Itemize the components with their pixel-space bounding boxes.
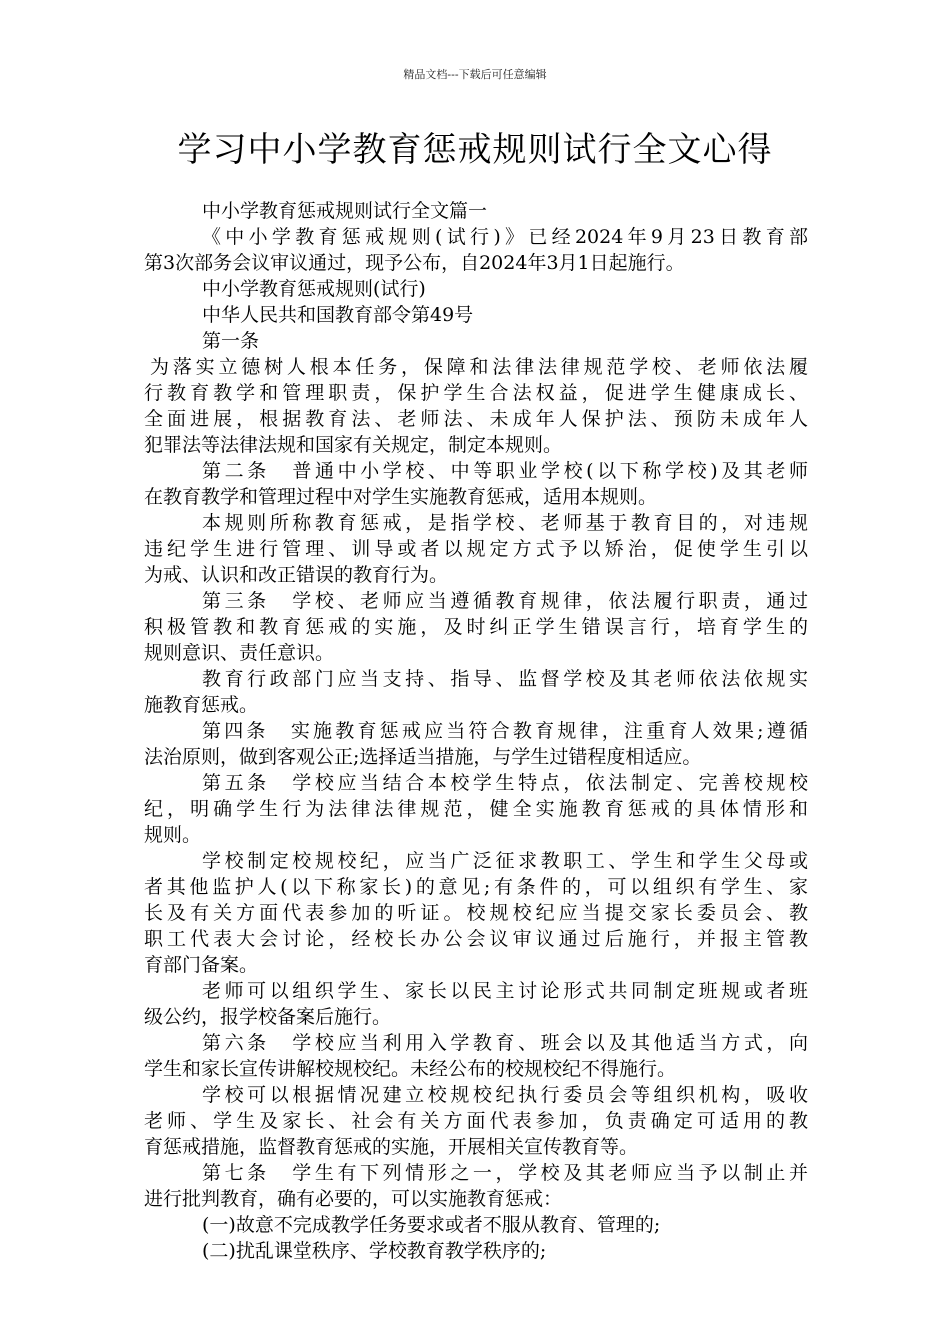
text-line: 本规则所称教育惩戒，是指学校、老师基于教育目的，对违规 bbox=[202, 512, 808, 534]
text-line: 第五条 学校应当结合本校学生特点，依法制定、完善校规校 bbox=[202, 772, 808, 794]
text-line: 在教育教学和管理过程中对学生实施教育惩戒，适用本规则。 bbox=[144, 486, 658, 508]
text-line: 积极管教和教育惩戒的实施，及时纠正学生错误言行，培育学生的 bbox=[144, 616, 808, 638]
text-line: 规则。 bbox=[144, 824, 202, 846]
text-line: 老师、学生及家长、社会有关方面代表参加，负责确定可适用的教 bbox=[144, 1110, 808, 1132]
text-line: 中华人民共和国教育部令第49号 bbox=[202, 304, 474, 326]
text-line: 长及有关方面代表参加的听证。校规校纪应当提交家长委员会、教 bbox=[144, 902, 808, 924]
text-line: 中小学教育惩戒规则试行全文篇一 bbox=[202, 200, 488, 222]
text-line: 第一条 bbox=[202, 330, 260, 352]
text-line: 中小学教育惩戒规则(试行) bbox=[202, 278, 426, 300]
text-line: 为落实立德树人根本任务，保障和法律法律规范学校、老师依法履 bbox=[150, 356, 808, 378]
text-line: (二)扰乱课堂秩序、学校教育教学秩序的; bbox=[202, 1240, 547, 1262]
text-line: 育部门备案。 bbox=[144, 954, 259, 976]
text-line: 学校可以根据情况建立校规校纪执行委员会等组织机构，吸收 bbox=[202, 1084, 808, 1106]
text-line: 学生和家长宣传讲解校规校纪。未经公布的校规校纪不得施行。 bbox=[144, 1058, 677, 1080]
text-line: 第四条 实施教育惩戒应当符合教育规律，注重育人效果;遵循 bbox=[202, 720, 808, 742]
text-line: 职工代表大会讨论，经校长办公会议审议通过后施行，并报主管教 bbox=[144, 928, 808, 950]
text-line: 施教育惩戒。 bbox=[144, 694, 259, 716]
text-line: 规则意识、责任意识。 bbox=[144, 642, 335, 664]
text-line: 进行批判教育，确有必要的，可以实施教育惩戒： bbox=[144, 1188, 563, 1210]
text-line: (一)故意不完成教学任务要求或者不服从教育、管理的; bbox=[202, 1214, 661, 1236]
document-body bbox=[144, 198, 808, 1264]
text-line: 第六条 学校应当利用入学教育、班会以及其他适当方式，向 bbox=[202, 1032, 808, 1054]
text-line: 老师可以组织学生、家长以民主讨论形式共同制定班规或者班 bbox=[202, 980, 808, 1002]
header-note: 精品文档---下载后可任意编辑 bbox=[403, 68, 547, 81]
text-line: 教育行政部门应当支持、指导、监督学校及其老师依法依规实 bbox=[202, 668, 808, 690]
text-line: 学校制定校规校纪，应当广泛征求教职工、学生和学生父母或 bbox=[202, 850, 808, 872]
text-line: 犯罪法等法律法规和国家有关规定，制定本规则。 bbox=[144, 434, 563, 456]
text-line: 《中小学教育惩戒规则(试行)》已经2024年9月23日教育部 bbox=[202, 226, 808, 248]
text-line: 第3次部务会议审议通过，现予公布，自2024年3月1日起施行。 bbox=[144, 252, 685, 274]
page-title: 学习中小学教育惩戒规则试行全文心得 bbox=[177, 130, 773, 170]
text-line: 法治原则，做到客观公正;选择适当措施，与学生过错程度相适应。 bbox=[144, 746, 702, 768]
text-line: 纪，明确学生行为法律法律规范，健全实施教育惩戒的具体情形和 bbox=[144, 798, 808, 820]
text-line: 者其他监护人(以下称家长)的意见;有条件的，可以组织有学生、家 bbox=[144, 876, 808, 898]
text-line: 违纪学生进行管理、训导或者以规定方式予以矫治，促使学生引以 bbox=[144, 538, 808, 560]
text-line: 级公约，报学校备案后施行。 bbox=[144, 1006, 392, 1028]
text-line: 育惩戒措施，监督教育惩戒的实施，开展相关宣传教育等。 bbox=[144, 1136, 639, 1158]
text-line: 第二条 普通中小学校、中等职业学校(以下称学校)及其老师 bbox=[202, 460, 808, 482]
text-line: 第三条 学校、老师应当遵循教育规律，依法履行职责，通过 bbox=[202, 590, 808, 612]
text-line: 第七条 学生有下列情形之一，学校及其老师应当予以制止并 bbox=[202, 1162, 808, 1184]
text-line: 行教育教学和管理职责，保护学生合法权益，促进学生健康成长、 bbox=[144, 382, 808, 404]
text-line: 为戒、认识和改正错误的教育行为。 bbox=[144, 564, 449, 586]
text-line: 全面进展，根据教育法、老师法、未成年人保护法、预防未成年人 bbox=[144, 408, 808, 430]
